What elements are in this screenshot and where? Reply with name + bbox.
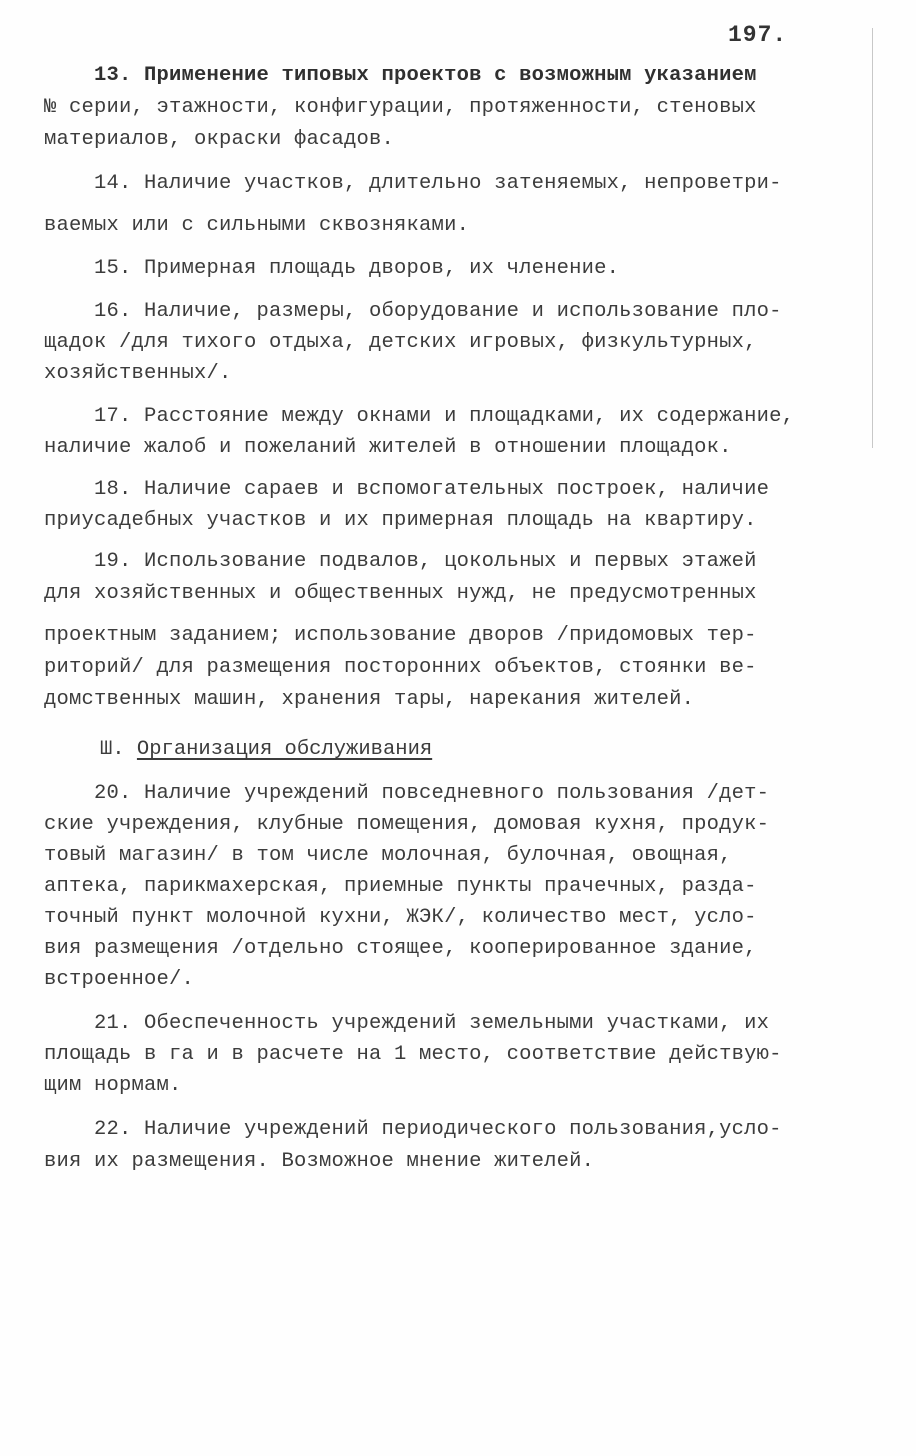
text-line: щим нормам.	[44, 1074, 182, 1097]
text-line: № серии, этажности, конфигурации, протяженности, стеновых	[44, 96, 757, 119]
section-numeral: Ш.	[100, 738, 125, 761]
section-heading	[100, 738, 432, 761]
text-line: вия их размещения. Возможное мнение жителей.	[44, 1150, 595, 1173]
text-line: аптека, парикмахерская, приемные пункты прачечных, разда-	[44, 875, 757, 898]
text-line: 21. Обеспеченность учреждений земельными участками, их	[44, 1012, 770, 1035]
text-line: наличие жалоб и пожеланий жителей в отношении площадок.	[44, 436, 732, 459]
text-line: 22. Наличие учреждений периодического пользования,усло-	[44, 1118, 782, 1141]
text-line: для хозяйственных и общественных нужд, не предусмотренных	[44, 582, 757, 605]
text-line: встроенное/.	[44, 968, 195, 991]
page-number: 197.	[728, 22, 788, 48]
text-line: ские учреждения, клубные помещения, домовая кухня, продук-	[44, 813, 770, 836]
page-edge-line	[872, 28, 873, 448]
text-line: 18. Наличие сараев и вспомогательных построек, наличие	[44, 478, 770, 501]
text-line: вия размещения /отдельно стоящее, кооперированное здание,	[44, 937, 757, 960]
text-line: домственных машин, хранения тары, нарекания жителей.	[44, 688, 695, 711]
text-line: ваемых или с сильными сквозняками.	[44, 214, 470, 237]
text-line: 19. Использование подвалов, цокольных и первых этажей	[44, 550, 757, 573]
text-line: 15. Примерная площадь дворов, их членение.	[44, 257, 620, 280]
text-line: риторий/ для размещения посторонних объектов, стоянки ве-	[44, 656, 757, 679]
text-line: 14. Наличие участков, длительно затеняемых, непроветри-	[44, 172, 782, 195]
text-line: 16. Наличие, размеры, оборудование и использование пло-	[44, 300, 782, 323]
text-line: проектным заданием; использование дворов /придомовых тер-	[44, 624, 757, 647]
text-line: материалов, окраски фасадов.	[44, 128, 395, 151]
section-title: Организация обслуживания	[136, 738, 433, 761]
text-line: щадок /для тихого отдыха, детских игровых, физкультурных,	[44, 331, 757, 354]
text-line: площадь в га и в расчете на 1 место, соответствие действую-	[44, 1043, 782, 1066]
text-line: приусадебных участков и их примерная площадь на квартиру.	[44, 509, 757, 532]
text-line: точный пункт молочной кухни, ЖЭК/, количество мест, усло-	[44, 906, 757, 929]
text-line: 20. Наличие учреждений повседневного пользования /дет-	[44, 782, 770, 805]
text-line: товый магазин/ в том числе молочная, булочная, овощная,	[44, 844, 732, 867]
text-line: 13. Применение типовых проектов с возможным указанием	[44, 64, 757, 87]
text-line: 17. Расстояние между окнами и площадками, их содержание,	[44, 405, 795, 428]
text-line: хозяйственных/.	[44, 362, 232, 385]
